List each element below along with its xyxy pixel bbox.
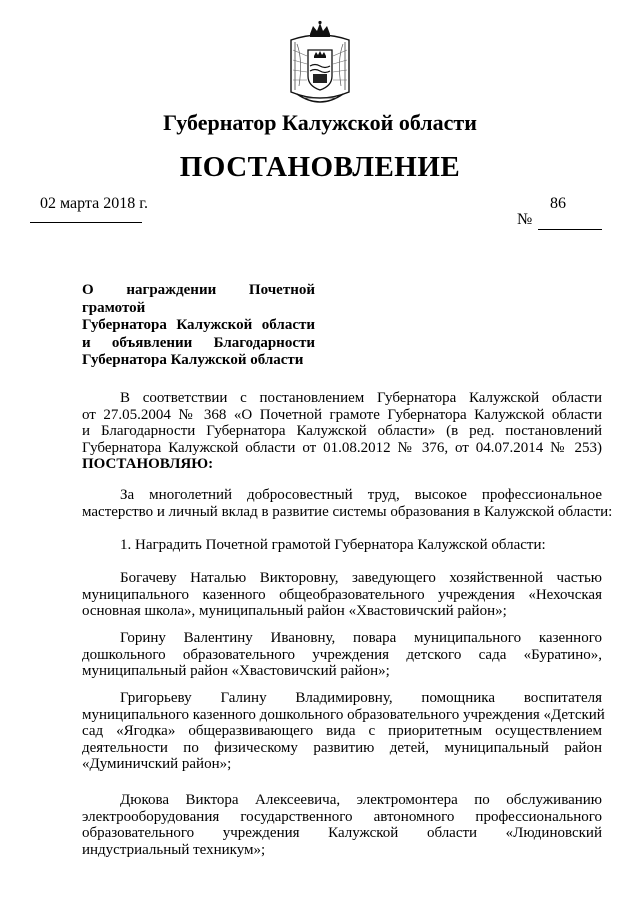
subject-line: Губернатора Калужской области (82, 317, 315, 333)
text-line: Дюкова Виктора Алексеевича, электромонтера по обслуживанию (120, 792, 602, 808)
document-type-title: ПОСТАНОВЛЕНИЕ (179, 151, 461, 183)
text-line: мастерство и личный вклад в развитие системы образования в Калужской области: (82, 503, 613, 520)
text-line: В соответствии с постановлением Губернатора Калужской области (120, 390, 602, 406)
text-line: электрооборудования государственного автономного профессионального (82, 808, 602, 825)
text-line: и Благодарности Губернатора Калужской области» (в ред. постановлений (82, 423, 602, 439)
decree-word: ПОСТАНОВЛЯЮ: (82, 456, 214, 472)
text-line: образовательного учреждения Калужской области «Людиновский (82, 825, 602, 841)
awardee-paragraph (82, 690, 605, 773)
awardee-paragraph (82, 630, 602, 680)
date-underline (30, 222, 142, 223)
text-line: Губернатора Калужской области от 01.08.2012 № 376, от 04.07.2014 № 253) (82, 439, 602, 456)
text-line: деятельности по физическому развитию детей, муниципальный район (82, 739, 602, 756)
subject-line: и объявлении Благодарности (82, 334, 315, 351)
text-line: муниципальный район «Хвастовичский район»; (82, 663, 390, 679)
text-line: муниципального казенного общеобразовательного учреждения «Нехочская (82, 586, 602, 603)
issuing-authority: Губернатор Калужской области (163, 110, 477, 135)
text-line: 1. Наградить Почетной грамотой Губернатора Калужской области: (120, 537, 546, 553)
awardee-paragraph (82, 792, 602, 858)
item-1-paragraph (82, 537, 602, 554)
subject-line: Губернатора Калужской области (82, 352, 304, 368)
motivation-paragraph (82, 487, 613, 520)
text-line: дошкольного образовательного учреждения детского сада «Буратино», (82, 646, 602, 663)
document-subject (82, 282, 315, 370)
coat-of-arms-emblem (283, 20, 357, 108)
preamble-paragraph (82, 390, 602, 473)
text-line: муниципального казенного дошкольного образовательного учреждения «Детский (82, 706, 605, 723)
text-line: Горину Валентину Ивановну, повара муниципального казенного (120, 630, 602, 646)
text-line: основная школа», муниципальный район «Хвастовичский район»; (82, 603, 507, 619)
text-line: «Думиничский район»; (82, 756, 232, 772)
document-number: 86 (550, 195, 566, 212)
text-line: от 27.05.2004 № 368 «О Почетной грамоте Губернатора Калужской области (82, 406, 602, 423)
text-line: индустриальный техникум»; (82, 841, 266, 858)
document-date: 02 марта 2018 г. (40, 195, 148, 212)
number-sign: № (517, 211, 533, 228)
awardee-paragraph (82, 570, 602, 620)
text-line: Богачеву Наталью Викторовну, заведующего хозяйственной частью (120, 570, 602, 586)
text-line: Григорьеву Галину Владимировну, помощника воспитателя (120, 690, 602, 706)
text-line: сад «Ягодка» общеразвивающего вида с приоритетным осуществлением (82, 723, 602, 739)
text-line: За многолетний добросовестный труд, высокое профессиональное (120, 487, 602, 503)
subject-line: О награждении Почетной грамотой (82, 282, 315, 316)
number-underline (538, 229, 602, 230)
